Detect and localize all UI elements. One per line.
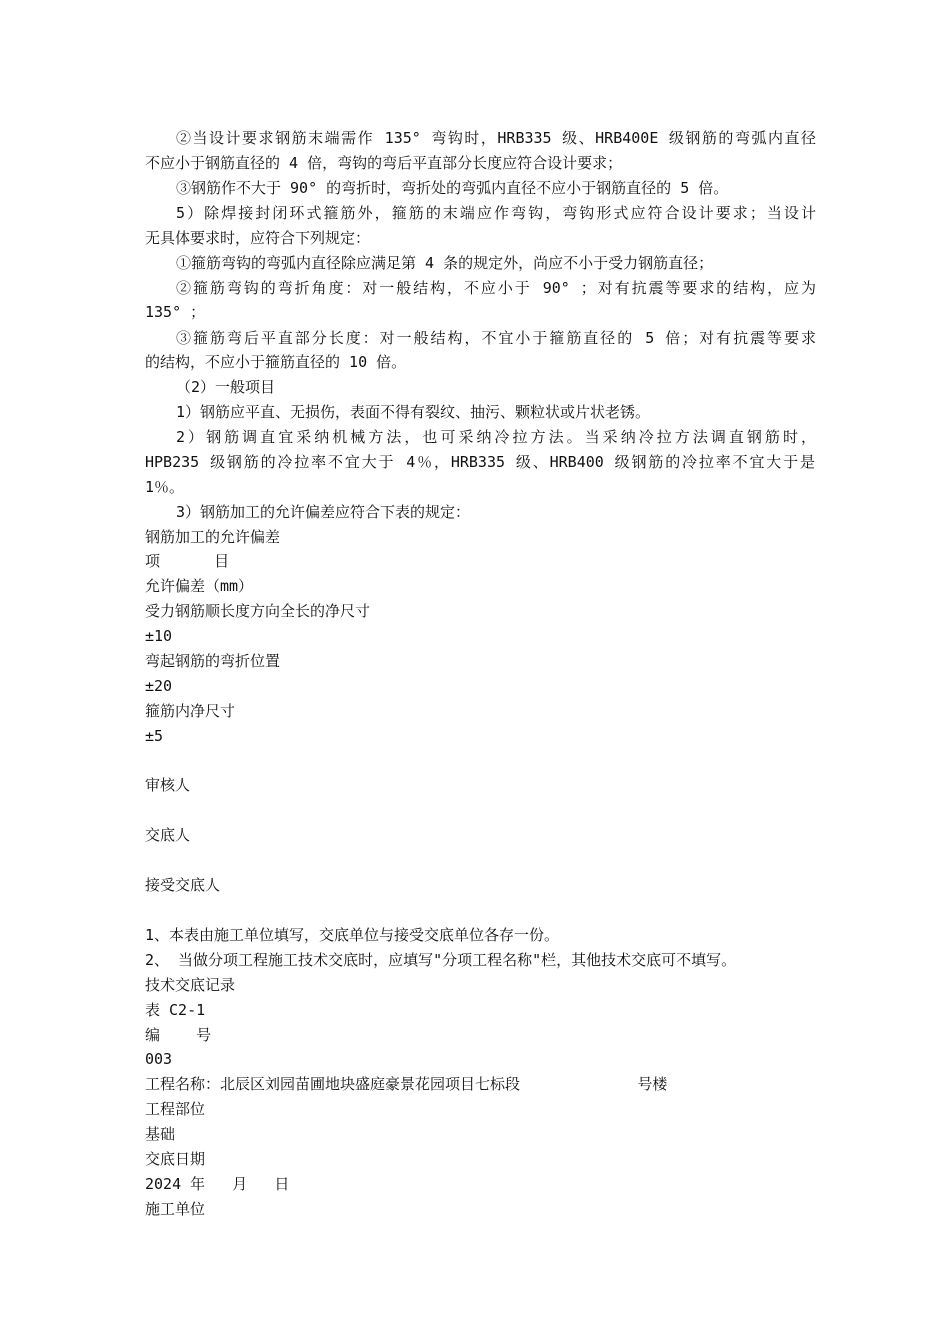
paragraph-rebar-straighten: 2）钢筋调直宜采纳机械方法，也可采纳冷拉方法。当采纳冷拉方法调直钢筋时， bbox=[176, 428, 816, 446]
note-1: 1、本表由施工单位填写，交底单位与接受交底单位各存一份。 bbox=[145, 926, 560, 944]
date-value: 2024 年 月 日 bbox=[145, 1175, 290, 1193]
paragraph-tolerance-intro: 3）钢筋加工的允许偏差应符合下表的规定： bbox=[176, 503, 471, 521]
paragraph-stirrup-length: ③箍筋弯后平直部分长度：对一般结构，不宜小于箍筋直径的 5 倍；对有抗震等要求 bbox=[176, 329, 816, 347]
paragraph-rebar-straight: 1）钢筋应平直、无损伤，表面不得有裂纹、抽污、颗粒状或片状老锈。 bbox=[176, 403, 651, 421]
section-general-items: （2）一般项目 bbox=[176, 378, 276, 396]
paragraph-bend-90: ③钢筋作不大于 90° 的弯折时，弯折处的弯弧内直径不应小于钢筋直径的 5 倍。 bbox=[176, 179, 729, 197]
paragraph-stirrup-length-cont: 的结构，不应小于箍筋直径的 10 倍。 bbox=[145, 353, 407, 371]
record-title: 技术交底记录 bbox=[145, 976, 236, 994]
number-label: 编 号 bbox=[145, 1026, 212, 1044]
table-header-item: 项 目 bbox=[145, 552, 230, 570]
project-part-label: 工程部位 bbox=[145, 1100, 206, 1118]
paragraph-stirrup-angle: ②箍筋弯钩的弯折角度：对一般结构，不应小于 90° ；对有抗震等要求的结构，应为 bbox=[176, 279, 816, 297]
receiver-label: 接受交底人 bbox=[145, 876, 221, 894]
table-title: 钢筋加工的允许偏差 bbox=[145, 528, 281, 546]
form-number: 表 C2-1 bbox=[145, 1001, 206, 1019]
paragraph-stirrup-diameter: ①箍筋弯钩的弯弧内直径除应满足第 4 条的规定外，尚应不小于受力钢筋直径； bbox=[176, 254, 714, 272]
presenter-label: 交底人 bbox=[145, 826, 191, 844]
paragraph-hook-135-cont: 不应小于钢筋直径的 4 倍，弯钩的弯后平直部分长度应符合设计要求； bbox=[145, 154, 623, 172]
reviewer-label: 审核人 bbox=[145, 776, 191, 794]
project-part-value: 基础 bbox=[145, 1125, 176, 1143]
paragraph-rebar-straighten-cont: HPB235 级钢筋的冷拉率不宜大于 4％，HRB335 级、HRB400 级钢筋的冷拉率不宜大于是 bbox=[145, 453, 815, 471]
table-cell-tolerance: ±5 bbox=[145, 727, 164, 745]
project-name: 工程名称：北辰区刘园苗圃地块盛庭豪景花园项目七标段 号楼 bbox=[145, 1075, 668, 1093]
table-cell-tolerance: ±10 bbox=[145, 627, 173, 645]
paragraph-rebar-straighten-end: 1％。 bbox=[145, 478, 185, 496]
table-cell-item: 受力钢筋顺长度方向全长的净尺寸 bbox=[145, 602, 371, 620]
date-label: 交底日期 bbox=[145, 1150, 206, 1168]
paragraph-stirrup-angle-cont: 135° ； bbox=[145, 303, 206, 321]
table-header-tolerance: 允许偏差（mm） bbox=[145, 577, 254, 595]
table-cell-item: 弯起钢筋的弯折位置 bbox=[145, 652, 281, 670]
number-value: 003 bbox=[145, 1050, 173, 1068]
paragraph-stirrup-hook-cont: 无具体要求时，应符合下列规定： bbox=[145, 229, 371, 247]
paragraph-stirrup-hook: 5）除焊接封闭环式箍筋外，箍筋的末端应作弯钩，弯钩形式应符合设计要求；当设计 bbox=[176, 204, 816, 222]
table-cell-tolerance: ±20 bbox=[145, 677, 173, 695]
construction-unit-label: 施工单位 bbox=[145, 1200, 206, 1218]
table-cell-item: 箍筋内净尺寸 bbox=[145, 702, 236, 720]
paragraph-hook-135: ②当设计要求钢筋末端需作 135° 弯钩时，HRB335 级、HRB400E 级钢筋的弯弧内直径 bbox=[176, 129, 816, 147]
note-2: 2、 当做分项工程施工技术交底时，应填写"分项工程名称"栏，其他技术交底可不填写。 bbox=[145, 951, 737, 969]
